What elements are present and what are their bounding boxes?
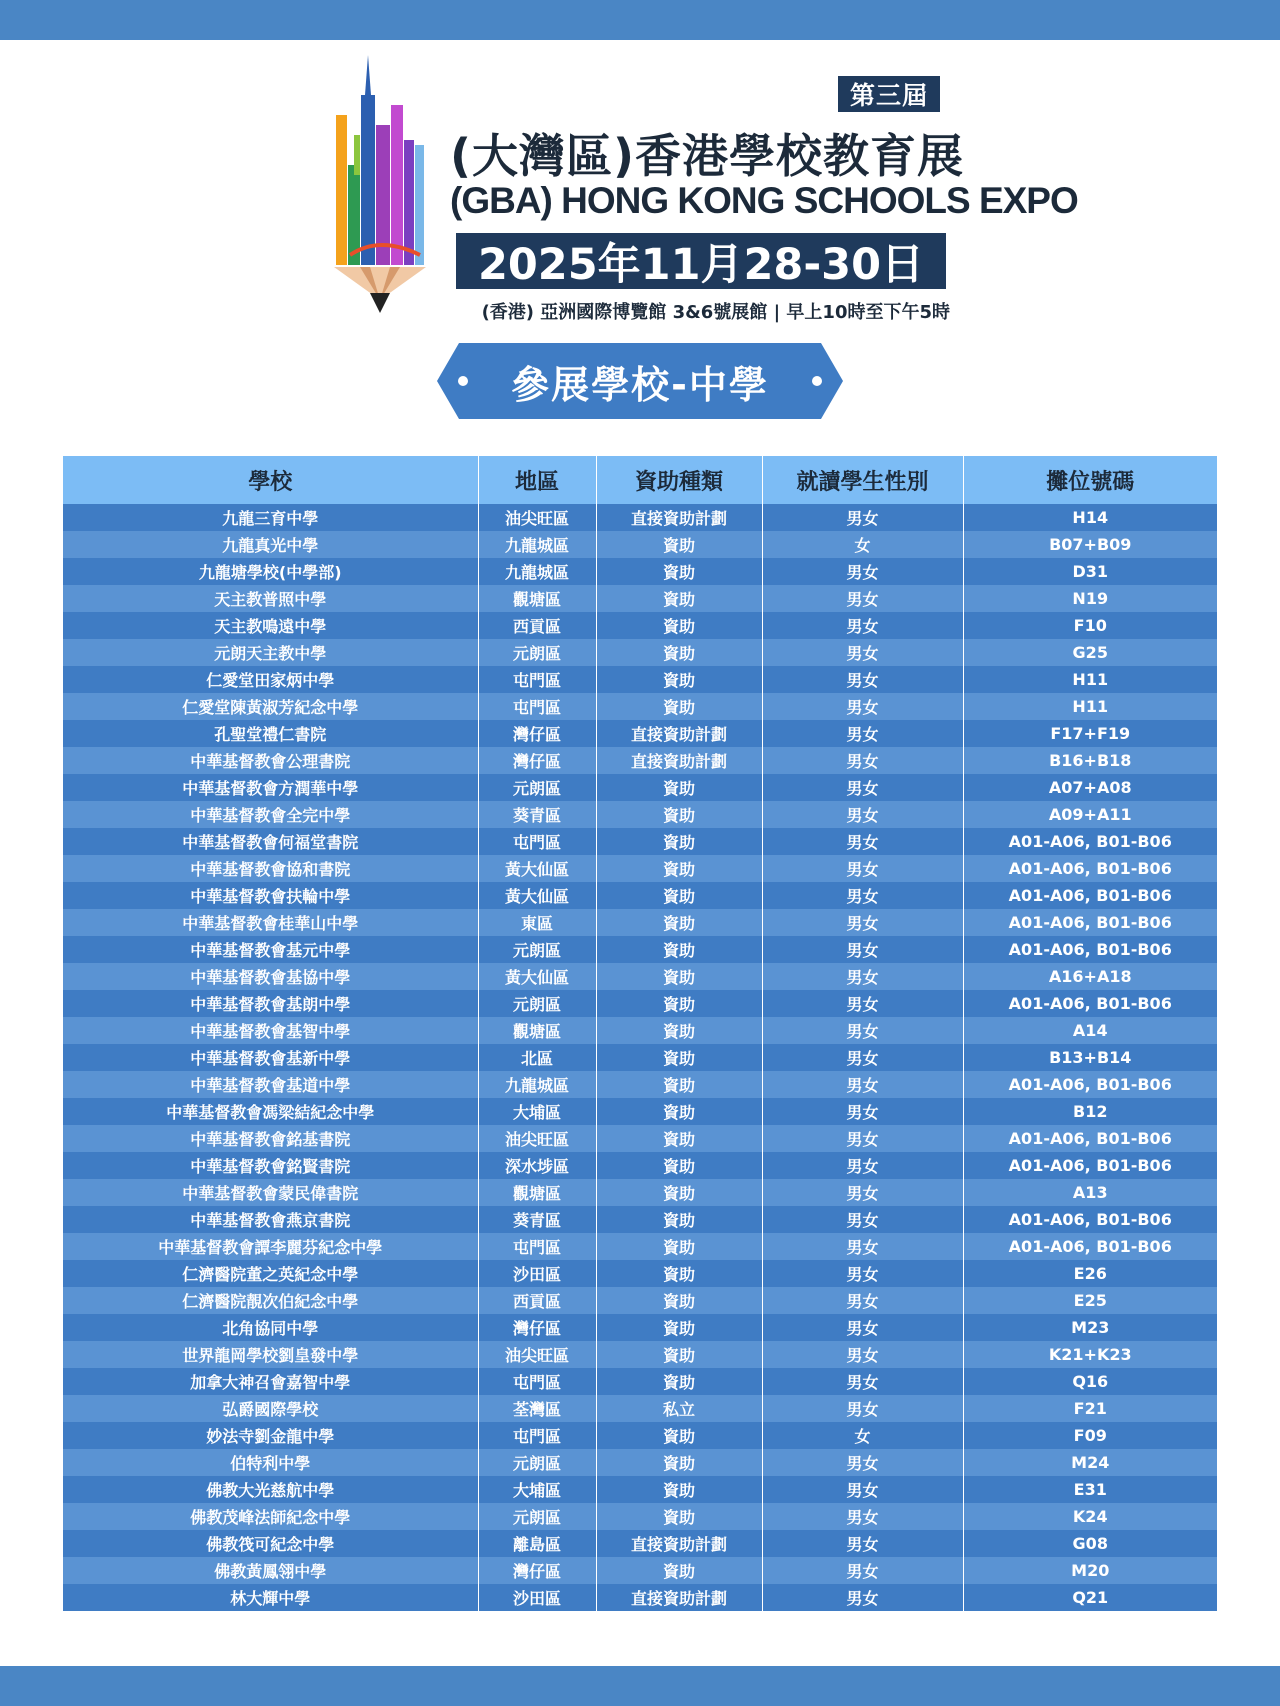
funding-type-cell: 資助 (596, 774, 762, 801)
school-name-cell: 中華基督教會基新中學 (63, 1044, 478, 1071)
booth-number-cell: H11 (963, 666, 1217, 693)
gender-cell: 男女 (762, 1557, 963, 1584)
table-row (63, 1341, 1217, 1368)
booth-number-cell: A09+A11 (963, 801, 1217, 828)
table-row (63, 747, 1217, 774)
column-header-student-gender: 就讀學生性別 (762, 456, 963, 504)
gender-cell: 男女 (762, 936, 963, 963)
district-cell: 元朗區 (478, 1503, 596, 1530)
funding-type-cell: 私立 (596, 1395, 762, 1422)
funding-type-cell: 資助 (596, 990, 762, 1017)
top-banner-strip (0, 0, 1280, 40)
table-row (63, 963, 1217, 990)
gender-cell: 男女 (762, 828, 963, 855)
booth-number-cell: A01-A06, B01-B06 (963, 990, 1217, 1017)
funding-type-cell: 直接資助計劃 (596, 747, 762, 774)
booth-number-cell: H14 (963, 504, 1217, 531)
district-cell: 深水埗區 (478, 1152, 596, 1179)
district-cell: 油尖旺區 (478, 504, 596, 531)
district-cell: 九龍城區 (478, 531, 596, 558)
gender-cell: 男女 (762, 639, 963, 666)
district-cell: 觀塘區 (478, 1017, 596, 1044)
school-name-cell: 中華基督教會燕京書院 (63, 1206, 478, 1233)
school-name-cell: 天主教普照中學 (63, 585, 478, 612)
booth-number-cell: A01-A06, B01-B06 (963, 882, 1217, 909)
school-name-cell: 中華基督教會銘賢書院 (63, 1152, 478, 1179)
gender-cell: 男女 (762, 1314, 963, 1341)
school-name-cell: 妙法寺劉金龍中學 (63, 1422, 478, 1449)
gender-cell: 男女 (762, 1368, 963, 1395)
table-row (63, 828, 1217, 855)
funding-type-cell: 資助 (596, 558, 762, 585)
funding-type-cell: 資助 (596, 1044, 762, 1071)
booth-number-cell: F09 (963, 1422, 1217, 1449)
table-row (63, 1017, 1217, 1044)
district-cell: 大埔區 (478, 1098, 596, 1125)
edition-badge: 第三屆 (838, 76, 940, 112)
school-name-cell: 中華基督教會全完中學 (63, 801, 478, 828)
district-cell: 油尖旺區 (478, 1125, 596, 1152)
gender-cell: 男女 (762, 1395, 963, 1422)
funding-type-cell: 資助 (596, 693, 762, 720)
funding-type-cell: 資助 (596, 1287, 762, 1314)
table-row (63, 801, 1217, 828)
funding-type-cell: 資助 (596, 1557, 762, 1584)
school-name-cell: 元朗天主教中學 (63, 639, 478, 666)
table-row (63, 558, 1217, 585)
district-cell: 黃大仙區 (478, 963, 596, 990)
expo-date: 2025年11月28-30日 (456, 233, 946, 289)
school-name-cell: 中華基督教會銘基書院 (63, 1125, 478, 1152)
table-row (63, 1206, 1217, 1233)
district-cell: 大埔區 (478, 1476, 596, 1503)
funding-type-cell: 資助 (596, 936, 762, 963)
gender-cell: 男女 (762, 882, 963, 909)
funding-type-cell: 資助 (596, 585, 762, 612)
gender-cell: 男女 (762, 1341, 963, 1368)
gender-cell: 男女 (762, 1044, 963, 1071)
gender-cell: 男女 (762, 1287, 963, 1314)
gender-cell: 男女 (762, 612, 963, 639)
booth-number-cell: F21 (963, 1395, 1217, 1422)
school-name-cell: 中華基督教會基智中學 (63, 1017, 478, 1044)
booth-number-cell: A01-A06, B01-B06 (963, 1206, 1217, 1233)
gender-cell: 男女 (762, 1503, 963, 1530)
gender-cell: 男女 (762, 1530, 963, 1557)
booth-number-cell: B07+B09 (963, 531, 1217, 558)
gender-cell: 男女 (762, 909, 963, 936)
district-cell: 元朗區 (478, 1449, 596, 1476)
school-name-cell: 中華基督教會蒙民偉書院 (63, 1179, 478, 1206)
gender-cell: 男女 (762, 1071, 963, 1098)
district-cell: 元朗區 (478, 639, 596, 666)
funding-type-cell: 資助 (596, 639, 762, 666)
funding-type-cell: 資助 (596, 1314, 762, 1341)
booth-number-cell: B16+B18 (963, 747, 1217, 774)
gender-cell: 男女 (762, 1017, 963, 1044)
district-cell: 元朗區 (478, 990, 596, 1017)
table-row (63, 1233, 1217, 1260)
funding-type-cell: 資助 (596, 855, 762, 882)
gender-cell: 男女 (762, 1449, 963, 1476)
booth-number-cell: G08 (963, 1530, 1217, 1557)
school-name-cell: 仁濟醫院董之英紀念中學 (63, 1260, 478, 1287)
school-name-cell: 九龍三育中學 (63, 504, 478, 531)
district-cell: 黃大仙區 (478, 882, 596, 909)
table-row (63, 1395, 1217, 1422)
district-cell: 灣仔區 (478, 1314, 596, 1341)
booth-number-cell: B13+B14 (963, 1044, 1217, 1071)
gender-cell: 男女 (762, 990, 963, 1017)
district-cell: 屯門區 (478, 828, 596, 855)
school-name-cell: 九龍塘學校(中學部) (63, 558, 478, 585)
booth-number-cell: M23 (963, 1314, 1217, 1341)
booth-number-cell: K24 (963, 1503, 1217, 1530)
funding-type-cell: 資助 (596, 1422, 762, 1449)
school-name-cell: 佛教黃鳳翎中學 (63, 1557, 478, 1584)
gender-cell: 男女 (762, 1233, 963, 1260)
table-row (63, 612, 1217, 639)
district-cell: 西貢區 (478, 1287, 596, 1314)
table-row (63, 720, 1217, 747)
funding-type-cell: 資助 (596, 1206, 762, 1233)
school-name-cell: 九龍真光中學 (63, 531, 478, 558)
gender-cell: 男女 (762, 666, 963, 693)
school-name-cell: 加拿大神召會嘉智中學 (63, 1368, 478, 1395)
gender-cell: 女 (762, 531, 963, 558)
school-name-cell: 仁愛堂陳黃淑芳紀念中學 (63, 693, 478, 720)
district-cell: 西貢區 (478, 612, 596, 639)
funding-type-cell: 直接資助計劃 (596, 1584, 762, 1611)
funding-type-cell: 資助 (596, 1098, 762, 1125)
participating-schools-table (63, 456, 1217, 1611)
table-row (63, 1044, 1217, 1071)
funding-type-cell: 資助 (596, 1233, 762, 1260)
district-cell: 屯門區 (478, 666, 596, 693)
table-row (63, 1098, 1217, 1125)
booth-number-cell: A01-A06, B01-B06 (963, 909, 1217, 936)
funding-type-cell: 資助 (596, 1017, 762, 1044)
column-header-booth-number: 攤位號碼 (963, 456, 1217, 504)
gender-cell: 男女 (762, 1152, 963, 1179)
table-row (63, 585, 1217, 612)
funding-type-cell: 資助 (596, 909, 762, 936)
table-row (63, 936, 1217, 963)
table-row (63, 1125, 1217, 1152)
booth-number-cell: E31 (963, 1476, 1217, 1503)
school-name-cell: 佛教筏可紀念中學 (63, 1530, 478, 1557)
gender-cell: 男女 (762, 720, 963, 747)
school-name-cell: 中華基督教會基朗中學 (63, 990, 478, 1017)
funding-type-cell: 資助 (596, 1179, 762, 1206)
booth-number-cell: Q21 (963, 1584, 1217, 1611)
district-cell: 灣仔區 (478, 720, 596, 747)
booth-number-cell: A07+A08 (963, 774, 1217, 801)
school-name-cell: 仁愛堂田家炳中學 (63, 666, 478, 693)
funding-type-cell: 資助 (596, 963, 762, 990)
table-row (63, 1476, 1217, 1503)
gender-cell: 女 (762, 1422, 963, 1449)
district-cell: 元朗區 (478, 936, 596, 963)
district-cell: 荃灣區 (478, 1395, 596, 1422)
booth-number-cell: A01-A06, B01-B06 (963, 1152, 1217, 1179)
booth-number-cell: A01-A06, B01-B06 (963, 1125, 1217, 1152)
district-cell: 灣仔區 (478, 1557, 596, 1584)
gender-cell: 男女 (762, 774, 963, 801)
funding-type-cell: 資助 (596, 666, 762, 693)
booth-number-cell: K21+K23 (963, 1341, 1217, 1368)
funding-type-cell: 直接資助計劃 (596, 504, 762, 531)
school-name-cell: 世界龍岡學校劉皇發中學 (63, 1341, 478, 1368)
school-name-cell: 中華基督教會基協中學 (63, 963, 478, 990)
booth-number-cell: F10 (963, 612, 1217, 639)
pencil-skyline-logo (330, 55, 430, 325)
district-cell: 屯門區 (478, 1422, 596, 1449)
funding-type-cell: 直接資助計劃 (596, 720, 762, 747)
booth-number-cell: M24 (963, 1449, 1217, 1476)
booth-number-cell: Q16 (963, 1368, 1217, 1395)
table-row (63, 774, 1217, 801)
booth-number-cell: N19 (963, 585, 1217, 612)
funding-type-cell: 資助 (596, 801, 762, 828)
school-name-cell: 中華基督教會協和書院 (63, 855, 478, 882)
booth-number-cell: D31 (963, 558, 1217, 585)
district-cell: 九龍城區 (478, 558, 596, 585)
bottom-banner-strip (0, 1666, 1280, 1706)
gender-cell: 男女 (762, 1476, 963, 1503)
school-name-cell: 中華基督教會基元中學 (63, 936, 478, 963)
booth-number-cell: A01-A06, B01-B06 (963, 936, 1217, 963)
gender-cell: 男女 (762, 693, 963, 720)
expo-title-english: (GBA) HONG KONG SCHOOLS EXPO (450, 180, 1078, 221)
section-title-text: 參展學校-中學 (511, 362, 769, 407)
table-row (63, 882, 1217, 909)
school-name-cell: 中華基督教會扶輪中學 (63, 882, 478, 909)
table-row (63, 855, 1217, 882)
funding-type-cell: 資助 (596, 1449, 762, 1476)
funding-type-cell: 資助 (596, 1341, 762, 1368)
table-row (63, 1449, 1217, 1476)
district-cell: 葵青區 (478, 801, 596, 828)
district-cell: 沙田區 (478, 1260, 596, 1287)
booth-number-cell: A16+A18 (963, 963, 1217, 990)
gender-cell: 男女 (762, 1098, 963, 1125)
gender-cell: 男女 (762, 801, 963, 828)
gender-cell: 男女 (762, 558, 963, 585)
school-name-cell: 佛教茂峰法師紀念中學 (63, 1503, 478, 1530)
gender-cell: 男女 (762, 504, 963, 531)
table-row (63, 1530, 1217, 1557)
table-row (63, 504, 1217, 531)
table-row (63, 1287, 1217, 1314)
table-row (63, 1368, 1217, 1395)
gender-cell: 男女 (762, 1260, 963, 1287)
district-cell: 黃大仙區 (478, 855, 596, 882)
expo-title-chinese: (大灣區)香港學校教育展 (450, 129, 965, 183)
district-cell: 沙田區 (478, 1584, 596, 1611)
funding-type-cell: 資助 (596, 1071, 762, 1098)
booth-number-cell: H11 (963, 693, 1217, 720)
table-row (63, 666, 1217, 693)
table-row (63, 1314, 1217, 1341)
booth-number-cell: F17+F19 (963, 720, 1217, 747)
school-name-cell: 林大輝中學 (63, 1584, 478, 1611)
funding-type-cell: 資助 (596, 1503, 762, 1530)
school-name-cell: 中華基督教會方潤華中學 (63, 774, 478, 801)
column-header-district: 地區 (478, 456, 596, 504)
district-cell: 灣仔區 (478, 747, 596, 774)
table-row (63, 639, 1217, 666)
gender-cell: 男女 (762, 1179, 963, 1206)
school-name-cell: 中華基督教會公理書院 (63, 747, 478, 774)
booth-number-cell: A01-A06, B01-B06 (963, 828, 1217, 855)
district-cell: 油尖旺區 (478, 1341, 596, 1368)
school-name-cell: 中華基督教會馮梁結紀念中學 (63, 1098, 478, 1125)
school-name-cell: 佛教大光慈航中學 (63, 1476, 478, 1503)
table-row (63, 1071, 1217, 1098)
table-row (63, 1584, 1217, 1611)
booth-number-cell: A01-A06, B01-B06 (963, 1071, 1217, 1098)
table-row (63, 1422, 1217, 1449)
booth-number-cell: A01-A06, B01-B06 (963, 855, 1217, 882)
table-row (63, 1503, 1217, 1530)
booth-number-cell: E26 (963, 1260, 1217, 1287)
funding-type-cell: 資助 (596, 1152, 762, 1179)
district-cell: 觀塘區 (478, 585, 596, 612)
district-cell: 屯門區 (478, 1233, 596, 1260)
gender-cell: 男女 (762, 963, 963, 990)
table-row (63, 909, 1217, 936)
booth-number-cell: G25 (963, 639, 1217, 666)
district-cell: 觀塘區 (478, 1179, 596, 1206)
gender-cell: 男女 (762, 1584, 963, 1611)
table-row (63, 1557, 1217, 1584)
table-row (63, 1179, 1217, 1206)
booth-number-cell: A01-A06, B01-B06 (963, 1233, 1217, 1260)
booth-number-cell: E25 (963, 1287, 1217, 1314)
expo-venue-hours: (香港) 亞洲國際博覽館 3&6號展館 | 早上10時至下午5時 (481, 302, 950, 323)
district-cell: 屯門區 (478, 693, 596, 720)
school-name-cell: 中華基督教會何福堂書院 (63, 828, 478, 855)
gender-cell: 男女 (762, 747, 963, 774)
funding-type-cell: 資助 (596, 1260, 762, 1287)
school-name-cell: 伯特利中學 (63, 1449, 478, 1476)
funding-type-cell: 直接資助計劃 (596, 1530, 762, 1557)
table-header-row (63, 456, 1217, 504)
funding-type-cell: 資助 (596, 828, 762, 855)
school-name-cell: 孔聖堂禮仁書院 (63, 720, 478, 747)
funding-type-cell: 資助 (596, 1125, 762, 1152)
district-cell: 東區 (478, 909, 596, 936)
funding-type-cell: 資助 (596, 612, 762, 639)
school-name-cell: 中華基督教會基道中學 (63, 1071, 478, 1098)
school-name-cell: 中華基督教會譚李麗芬紀念中學 (63, 1233, 478, 1260)
school-name-cell: 北角協同中學 (63, 1314, 478, 1341)
gender-cell: 男女 (762, 1125, 963, 1152)
booth-number-cell: M20 (963, 1557, 1217, 1584)
table-row (63, 693, 1217, 720)
booth-number-cell: B12 (963, 1098, 1217, 1125)
funding-type-cell: 資助 (596, 882, 762, 909)
column-header-school: 學校 (63, 456, 478, 504)
school-name-cell: 天主教鳴遠中學 (63, 612, 478, 639)
school-name-cell: 弘爵國際學校 (63, 1395, 478, 1422)
gender-cell: 男女 (762, 855, 963, 882)
gender-cell: 男女 (762, 1206, 963, 1233)
table-row (63, 531, 1217, 558)
section-title-banner (437, 343, 843, 419)
district-cell: 九龍城區 (478, 1071, 596, 1098)
district-cell: 葵青區 (478, 1206, 596, 1233)
funding-type-cell: 資助 (596, 1476, 762, 1503)
table-row (63, 1260, 1217, 1287)
table-row (63, 990, 1217, 1017)
funding-type-cell: 資助 (596, 1368, 762, 1395)
school-name-cell: 中華基督教會桂華山中學 (63, 909, 478, 936)
booth-number-cell: A13 (963, 1179, 1217, 1206)
gender-cell: 男女 (762, 585, 963, 612)
district-cell: 元朗區 (478, 774, 596, 801)
district-cell: 北區 (478, 1044, 596, 1071)
district-cell: 離島區 (478, 1530, 596, 1557)
booth-number-cell: A14 (963, 1017, 1217, 1044)
district-cell: 屯門區 (478, 1368, 596, 1395)
funding-type-cell: 資助 (596, 531, 762, 558)
school-name-cell: 仁濟醫院靚次伯紀念中學 (63, 1287, 478, 1314)
table-row (63, 1152, 1217, 1179)
column-header-funding-type: 資助種類 (596, 456, 762, 504)
